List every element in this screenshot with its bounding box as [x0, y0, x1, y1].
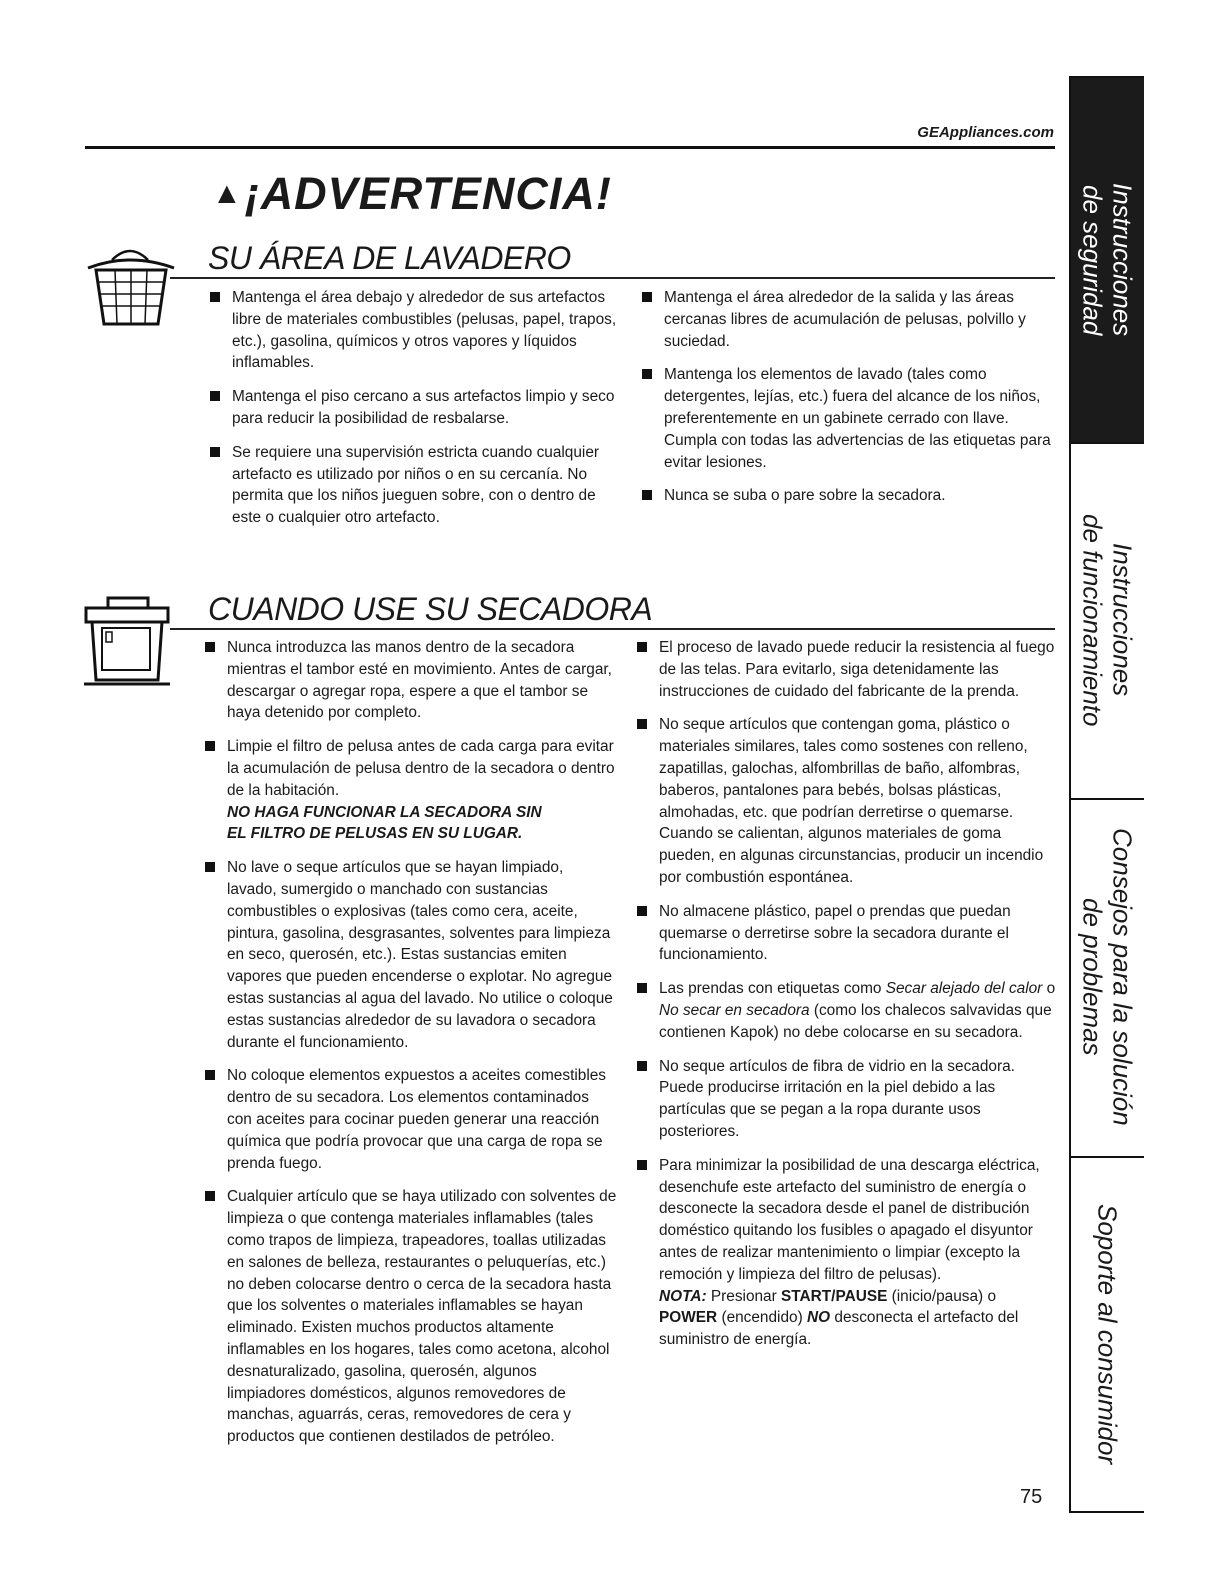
- list-item: Cualquier artículo que se haya utilizado con solventes de limpieza o que contenga materiales inflamables (tales como trapos de limpieza, trapeadores, toallas utilizadas en salones de belleza, restaurantes o peluquerías, etc.) no deben colocarse dentro o cerca de la secadora hasta que los solventes o materiales inflamables se hayan eliminado. Existen muchos productos altamente inflamables en los hogares, tales como acetona, alcohol desnaturalizado, gasolina, querosén, algunos limpiadores domésticos, algunos removedores de manchas, aguarrás, ceras, removedores de cera y productos que contienen destilados de petróleo.: [205, 1186, 617, 1448]
- section-rule-area: [170, 277, 1055, 279]
- tab-label: Instrucciones de seguridad: [1077, 183, 1138, 337]
- list-item: Las prendas con etiquetas como Secar alejado del calor o No secar en secadora (como los chalecos salvavidas que contienen Kapok) no debe colocarse en su secadora.: [637, 978, 1057, 1043]
- header-rule: [85, 146, 1055, 149]
- tab-label: Consejos para la solución de problemas: [1077, 828, 1138, 1126]
- side-tab-bar: [1069, 76, 1144, 1513]
- list-item: No seque artículos de fibra de vidrio en la secadora. Puede producirse irritación en la piel debido a las partículas que se pegan a la ropa durante usos posteriores.: [637, 1056, 1057, 1143]
- dryer-right-column: [637, 637, 1057, 1363]
- tab-label: Instrucciones de funcionamiento: [1077, 513, 1138, 727]
- list-item: No seque artículos que contengan goma, plástico o materiales similares, tales como sostenes con relleno, zapatillas, galochas, alfombrillas de baño, alfombras, baberos, pantalones para bebés, bolsas plásticas, almohadas, etc. que podrían derretirse o quemarse. Cuando se calientan, algunos materiales de goma pueden, en algunas circunstancias, producir un incendio por combustión espontánea.: [637, 714, 1057, 888]
- lint-filter-warning-line2: EL FILTRO DE PELUSAS EN SU LUGAR.: [227, 825, 523, 843]
- warning-title: ¡ADVERTENCIA!: [244, 168, 612, 219]
- list-item: No coloque elementos expuestos a aceites comestibles dentro de su secadora. Los elementos contaminados con aceites para cocinar pueden generar una reacción química que podría provocar que una carga de ropa se prenda fuego.: [205, 1065, 617, 1174]
- power-label: POWER: [659, 1309, 718, 1327]
- page-number: 75: [1020, 1486, 1043, 1508]
- tab-operating-instructions[interactable]: [1071, 442, 1144, 800]
- item-text: Limpie el filtro de pelusa antes de cada carga para evitar la acumulación de pelusa dentro de la secadora o dentro de la habitación.: [227, 738, 615, 799]
- list-item: Nunca se suba o pare sobre la secadora.: [642, 485, 1057, 507]
- tab-troubleshooting[interactable]: [1071, 798, 1144, 1158]
- list-item: Mantenga el piso cercano a sus artefactos limpio y seco para reducir la posibilidad de resbalarse.: [210, 386, 620, 430]
- area-right-column: [642, 287, 1057, 519]
- warning-heading: [212, 168, 612, 220]
- list-item: Nunca introduzca las manos dentro de la secadora mientras el tambor esté en movimiento. Antes de cargar, descargar o agregar ropa, espere a que el tambor se haya detenido por completo.: [205, 637, 617, 724]
- list-item: No almacene plástico, papel o prendas que puedan quemarse o derretirse sobre la secadora durante el funcionamiento.: [637, 901, 1057, 966]
- list-item: [205, 736, 617, 845]
- dryer-icon: [82, 594, 172, 688]
- note-label: NOTA:: [659, 1287, 707, 1305]
- section-rule-dryer: [170, 628, 1055, 630]
- area-left-column: [210, 287, 620, 541]
- tab-safety-instructions[interactable]: [1071, 78, 1144, 444]
- list-item: Mantenga el área debajo y alrededor de sus artefactos libre de materiales combustibles (pelusas, papel, trapos, etc.), gasolina, químicos y otros vapores y líquidos inflamables.: [210, 287, 620, 374]
- tab-consumer-support[interactable]: [1071, 1156, 1144, 1513]
- lint-filter-warning-line1: NO HAGA FUNCIONAR LA SECADORA SIN: [227, 803, 542, 821]
- section-title-dryer: CUANDO USE SU SECADORA: [208, 591, 653, 627]
- tab-label: Soporte al consumidor: [1092, 1204, 1123, 1465]
- list-item: No lave o seque artículos que se hayan limpiado, lavado, sumergido o manchado con sustancias combustibles o explosivas (tales como cera, aceite, pintura, gasolina, desgrasantes, solventes para limpieza en seco, querosén, etc.). Estas sustancias emiten vapores que pueden encenderse o explotar. No agregue estas sustancias al agua del lavado. No utilice o coloque estas sustancias alrededor de su lavadora o secadora durante el funcionamiento.: [205, 857, 617, 1053]
- list-item: Se requiere una supervisión estricta cuando cualquier artefacto es utilizado por niños o en su cercanía. No permita que los niños jueguen sobre, con o dentro de este o cualquier otro artefacto.: [210, 442, 620, 529]
- dryer-left-column: [205, 637, 617, 1460]
- laundry-basket-icon: [82, 242, 180, 332]
- list-item: El proceso de lavado puede reducir la resistencia al fuego de las telas. Para evitarlo, siga detenidamente las instrucciones de cuidado del fabricante de la prenda.: [637, 637, 1057, 702]
- list-item: Para minimizar la posibilidad de una descarga eléctrica, desenchufe este artefacto del suministro de energía o desconecte la secadora desde el panel de distribución doméstico quitando los fusibles o apagado el disyuntor antes de realizar mantenimiento o limpiar (excepto la remoción y limpieza del filtro de pelusas). NOTA: Presionar START/PAUSE (inicio/pausa) o POWER (encendido) NO desconecta el artefacto del suministro de energía.: [637, 1155, 1057, 1351]
- list-item: Mantenga el área alrededor de la salida y las áreas cercanas libres de acumulación de pelusas, polvillo y suciedad.: [642, 287, 1057, 352]
- section-title-area: SU ÁREA DE LAVADERO: [208, 240, 571, 276]
- list-item: Mantenga los elementos de lavado (tales como detergentes, lejías, etc.) fuera del alcance de los niños, preferentemente en un gabinete cerrado con llave. Cumpla con todas las advertencias de las etiquetas para evitar lesiones.: [642, 364, 1057, 473]
- site-url: GEAppliances.com: [917, 124, 1054, 141]
- warning-triangle-icon: ▲: [212, 177, 243, 210]
- start-pause-label: START/PAUSE: [781, 1287, 888, 1305]
